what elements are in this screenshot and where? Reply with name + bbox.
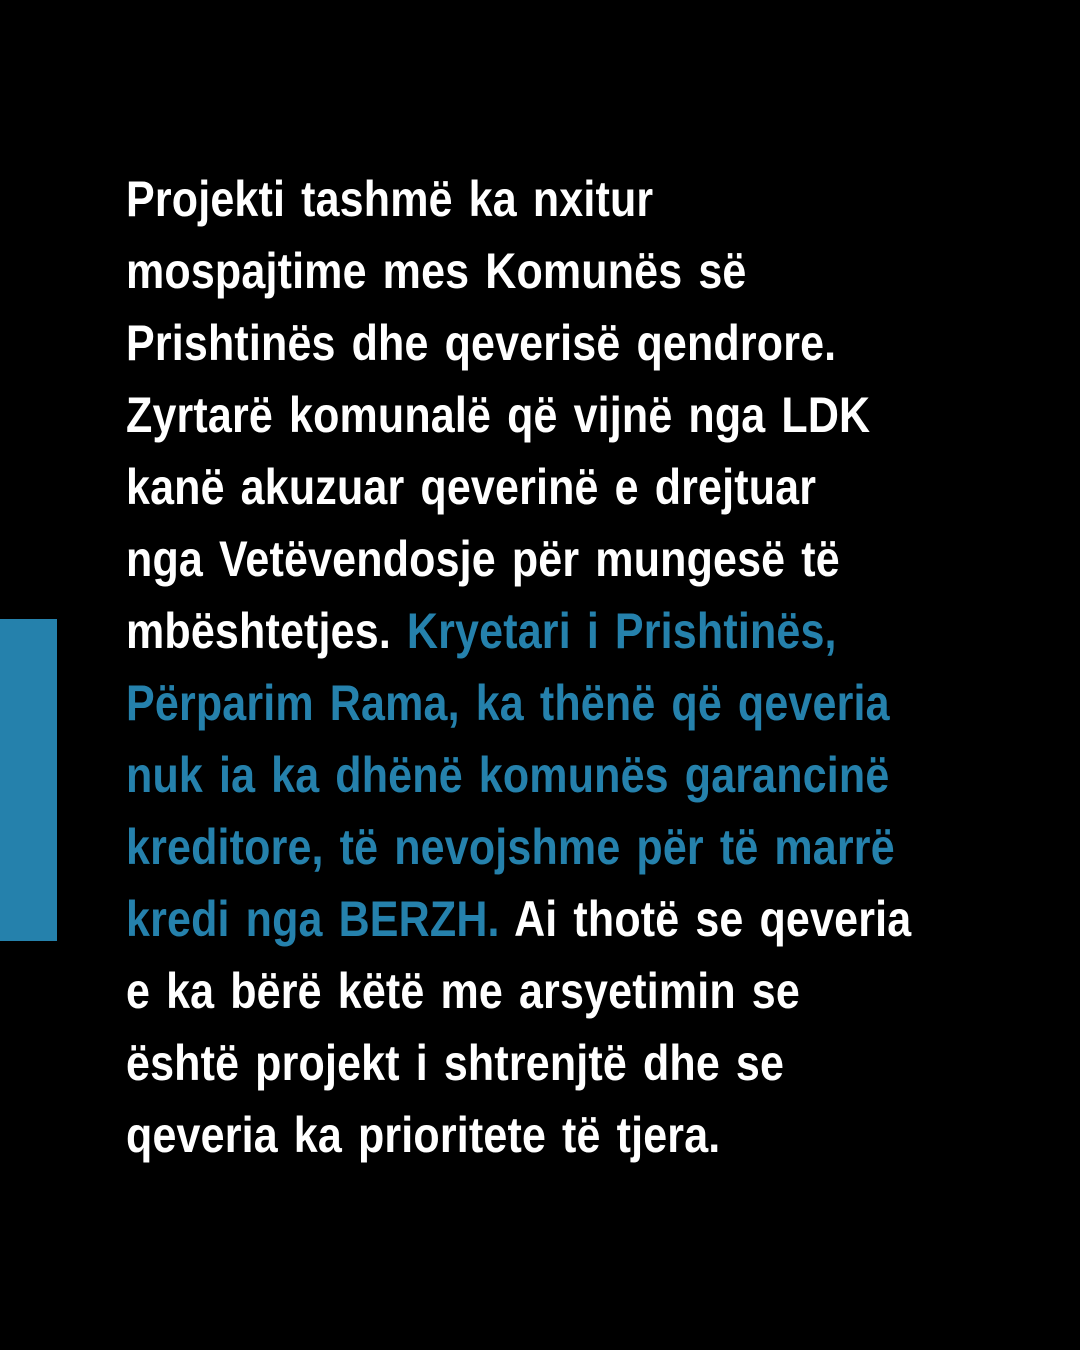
body-text-segment: qeveria ka prioritete të tjera. (126, 1107, 721, 1163)
accent-bar (0, 619, 57, 941)
text-line (126, 451, 1003, 523)
body-text-segment: kanë akuzuar qeverinë e drejtuar (126, 459, 817, 515)
quote-highlight-segment: kredi nga BERZH. (126, 891, 500, 947)
body-text-segment: Prishtinës dhe qeverisë qendrore. (126, 315, 837, 371)
body-text-segment: e ka bërë këtë me arsyetimin se (126, 963, 800, 1019)
text-line (126, 1099, 1003, 1171)
body-text-segment: mospajtime mes Komunës së (126, 243, 747, 299)
body-text-segment: Ai thotë se qeveria (499, 891, 912, 947)
body-text-segment: Zyrtarë komunalë që vijnë nga LDK (126, 387, 871, 443)
text-line (126, 595, 1003, 667)
quote-highlight-segment: kreditore, të nevojshme për të marrë (126, 819, 895, 875)
quote-highlight-segment: nuk ia ka dhënë komunës garancinë (126, 747, 890, 803)
text-line (126, 1027, 1003, 1099)
text-line (126, 739, 1003, 811)
quote-highlight-segment: Kryetari i Prishtinës, (406, 603, 837, 659)
body-text-segment: është projekt i shtrenjtë dhe se (126, 1035, 785, 1091)
text-line (126, 955, 1003, 1027)
text-line (126, 811, 1003, 883)
article-text (126, 163, 1003, 1171)
text-line (126, 307, 1003, 379)
body-text-segment: Projekti tashmë ka nxitur (126, 171, 654, 227)
text-line (126, 883, 1003, 955)
text-line (126, 163, 1003, 235)
text-line (126, 523, 1003, 595)
body-text-segment: mbështetjes. (126, 603, 407, 659)
body-text-segment: nga Vetëvendosje për mungesë të (126, 531, 840, 587)
text-line (126, 379, 1003, 451)
text-line (126, 667, 1003, 739)
quote-highlight-segment: Përparim Rama, ka thënë që qeveria (126, 675, 890, 731)
text-line (126, 235, 1003, 307)
